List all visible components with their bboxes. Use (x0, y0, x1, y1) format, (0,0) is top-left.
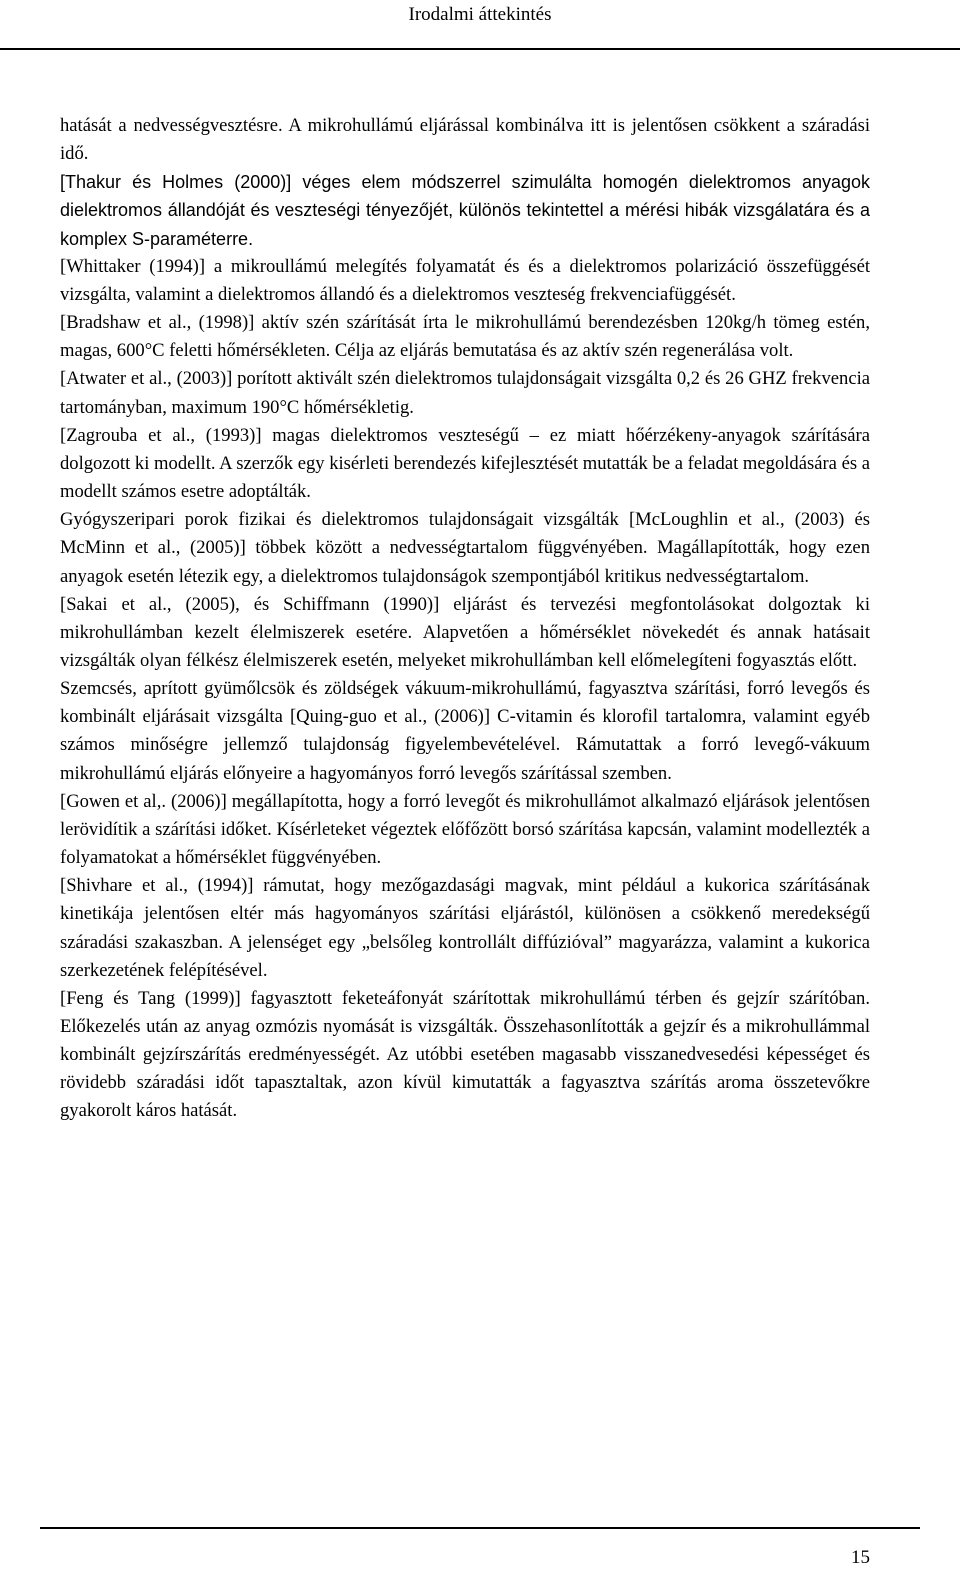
paragraph-pharmaceutical-powders: Gyógyszeripari porok fizikai és dielektromos tulajdonságait vizsgálták [McLoughlin et al., (2003) és McMinn et al., (2005)] többek között a nedvességtartalom függvényében. Magállapították, hogy ezen anyagok esetén létezik egy, a dielektromos tulajdonságok szempontjából kritikus nedvességtartalom. (60, 509, 870, 587)
header-divider (0, 48, 960, 50)
document-body (60, 112, 870, 1126)
paragraph-whittaker: [Whittaker (1994)] a mikroullámú melegítés folyamatát és és a dielektromos polarizáció összefüggését vizsgálta, valamint a dielektromos állandó és a dielektromos veszteség frekvenciafüggését. (60, 255, 870, 305)
paragraph-atwater: [Atwater et al., (2003)] porított aktivált szén dielektromos tulajdonságait vizsgálta 0,2 és 26 GHZ frekvencia tartományban, maximum 190°C hőmérsékletig. (60, 368, 870, 418)
paragraph-zagrouba: [Zagrouba et al., (1993)] magas dielektromos veszteségű – ez miatt hőérzékeny-anyagok szárítására dolgozott ki modellt. A szerzők egy kisérleti berendezés kifejlesztését mutatták be a feladat megoldására és a modellt számos esetre adoptálták. (60, 424, 870, 503)
paragraph-bradshaw: [Bradshaw et al., (1998)] aktív szén szárítását írta le mikrohullámú berendezésben 120kg/h tömeg estén, magas, 600°C feletti hőmérsékleten. Célja az eljárás bemutatása és az aktív szén regenerálása volt. (60, 312, 870, 362)
running-header-title: Irodalmi áttekintés (408, 4, 552, 25)
paragraph-gowen: [Gowen et al,. (2006)] megállapította, hogy a forró levegőt és mikrohullámot alkalmazó eljárások jelentősen lerövidítik a szárítási időket. Kísérleteket végeztek előfőzött borsó szárítása kapcsán, valamint modellezték a folyamatokat a hőmérséklet függvényében. (60, 790, 870, 869)
page-number: 15 (851, 1547, 870, 1568)
paragraph-moisture-loss: hatását a nedvességvesztésre. A mikrohullámú eljárással kombinálva itt is jelentősen csökkent a száradási idő. (60, 115, 870, 165)
paragraph-thakur-holmes: [Thakur és Holmes (2000)] véges elem módszerrel szimulálta homogén dielektromos anyagok dielektromos állandóját és veszteségi tényezőjét, különös tekintettel a mérési hibák vizsgálatára és a komplex S-paraméterre. (60, 172, 870, 249)
paragraph-feng-tang: [Feng és Tang (1999)] fagyasztott feketeáfonyát szárítottak mikrohullámú térben és gejzír szárítóban. Előkezelés után az anyag ozmózis nyomását is vizsgálták. Összehasonlították a gejzír és a mikrohullámmal kombinált gejzírszárítás eredményességét. Az utóbbi esetében magasabb visszanedvesedési képességet és rövidebb száradási időt tapasztaltak, azon kívül kimutatták a fagyasztva szárítás aroma összetevőkre gyakorolt káros hatását. (60, 987, 870, 1122)
paragraph-quing-guo: Szemcsés, aprított gyümőlcsök és zöldségek vákuum-mikrohullámú, fagyasztva szárítási, forró levegős és kombinált eljárásait vizsgálta [Quing-guo et al., (2006)] C-vitamin és klorofil tartalomra, valamint egyéb számos minőségre jellemző tulajdonság figyelembevételével. Rámutattak a forró levegő-vákuum mikrohullámú eljárás előnyeire a hagyományos forró levegős szárítással szemben. (60, 678, 870, 784)
paragraph-shivhare: [Shivhare et al., (1994)] rámutat, hogy mezőgazdasági magvak, mint például a kukorica szárításának kinetikája jelentősen eltér más hagyományos szárítási eljárástól, különösen a csökkenő meredekségű száradási szakaszban. A jelenséget egy „belsőleg kontrollált diffúzióval” magyarázza, valamint a kukorica szerkezetének felépítésével. (60, 875, 870, 981)
paragraph-sakai-schiffmann: [Sakai et al., (2005), és Schiffmann (1990)] eljárást és tervezési megfontolásokat dolgoztak ki mikrohullámban kezelt élelmiszerek esetére. Alapvetően a hőmérséklet növekedét és annak hatásait vizsgálták olyan félkész élelmiszerek esetén, melyeket mikrohullámban kell előmelegíteni fogyasztás előtt. (60, 593, 870, 671)
footer-divider (40, 1527, 920, 1529)
